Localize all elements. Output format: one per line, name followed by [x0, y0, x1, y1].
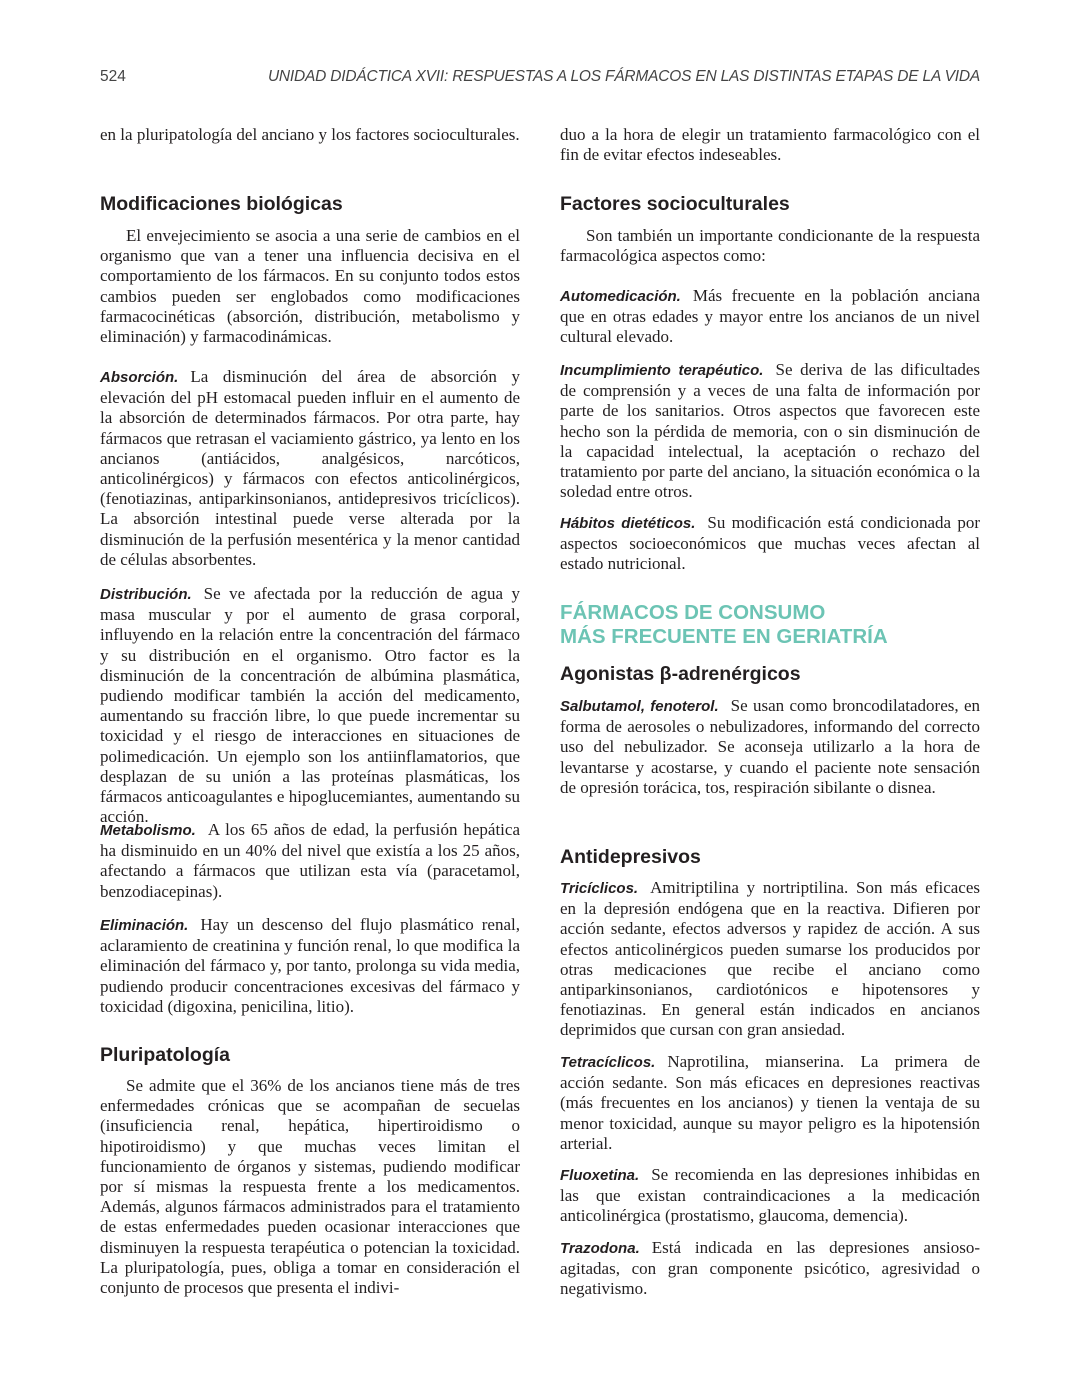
paragraph-eliminacion [100, 915, 520, 1017]
paragraph-salbutamol [560, 696, 980, 798]
text-metabolismo: A los 65 años de edad, la perfusión hepática ha disminuido en un 40% del nivel que existía a los 25 años, afectando a fármacos que utilizan esta vía (paracetamol, benzodiacepinas). [100, 820, 520, 901]
term-eliminacion: Eliminación. [100, 917, 189, 934]
term-trazodona: Trazodona. [560, 1240, 640, 1257]
term-fluoxetina: Fluoxetina. [560, 1167, 640, 1184]
section-heading-line1: FÁRMACOS DE CONSUMO [560, 601, 826, 624]
heading-antidepresivos: Antidepresivos [560, 846, 701, 868]
page-number: 524 [100, 68, 126, 85]
text-salbutamol: Se usan como broncodilatadores, en forma de aerosoles o nebulizadores, informando del correcto uso del nebulizador. Se aconseja utilizarlo a la hora de levantarse y acostarse, y cuando el paciente note sensación de opresión torácica, tos, respiración sibilante o disnea. [560, 696, 980, 797]
term-habitos: Hábitos dietéticos. [560, 515, 696, 532]
text-fluoxetina: Se recomienda en las depresiones inhibidas en las que existan contraindicaciones a la medicación anticolinérgica (prostatismo, glaucoma, demencia). [560, 1165, 980, 1226]
paragraph-trazodona [560, 1238, 980, 1300]
term-tetraciclicos: Tetracíclicos. [560, 1054, 656, 1071]
heading-pluripatologia: Pluripatología [100, 1044, 231, 1066]
paragraph-continuation: en la pluripatología del anciano y los factores socioculturales. [100, 125, 520, 144]
term-incumplimiento: Incumplimiento terapéutico. [560, 362, 764, 379]
paragraph-metabolismo [100, 820, 520, 902]
paragraph-automedicacion [560, 286, 980, 348]
text-trazodona: Está indicada en las depresiones ansioso-agitadas, con gran componente psicótico, agresividad o negativismo. [560, 1238, 980, 1299]
term-salbutamol: Salbutamol, fenoterol. [560, 698, 719, 715]
paragraph-incumplimiento [560, 360, 980, 502]
paragraph-tetraciclicos [560, 1052, 980, 1154]
paragraph-habitos [560, 513, 980, 575]
paragraph-triciclicos [560, 878, 980, 1041]
paragraph-biologicas: El envejecimiento se asocia a una serie de cambios en el organismo que van a tener una influencia decisiva en el comportamiento de los fármacos. En su conjunto todos estos cambios pueden ser englobados como modificaciones farmacocinéticas (absorción, distribución, metabolismo y eliminación) y farmacodinámicas. [100, 226, 520, 347]
text-eliminacion: Hay un descenso del flujo plasmático renal, aclaramiento de creatinina y función renal, lo que modifica la eliminación del fármaco y, por tanto, prolonga su vida media, pudiendo producir concentraciones excesivas del fármaco y toxicidad (digoxina, penicilina, litio). [100, 915, 520, 1016]
running-header: UNIDAD DIDÁCTICA XVII: RESPUESTAS A LOS FÁRMACOS EN LAS DISTINTAS ETAPAS DE LA VIDA [267, 68, 980, 85]
paragraph-continuation-right: duo a la hora de elegir un tratamiento farmacológico con el fin de evitar efectos indeseables. [560, 125, 980, 165]
text-habitos: Su modificación está condicionada por aspectos socioeconómicos que muchas veces afectan al estado nutricional. [560, 513, 980, 574]
paragraph-absorcion [100, 367, 520, 570]
paragraph-distribucion [100, 584, 520, 827]
term-absorcion: Absorción. [100, 369, 179, 386]
text-triciclicos: Amitriptilina y nortriptilina. Son más eficaces en la depresión endógena que en la reactiva. Difieren por acción sedante, efectos adversos y rapidez de acción. A sus efectos anticolinérgicos pueden sumarse los producidos por otras medicaciones que recibe el anciano como antiparkinsonianos, cardiotónicos e hipotensores y fenotiazinas. En general están indicados en ancianos deprimidos que cursan con gran ansiedad. [560, 878, 980, 1040]
heading-factores-socioculturales: Factores socioculturales [560, 193, 790, 215]
paragraph-pluripatologia: Se admite que el 36% de los ancianos tiene más de tres enfermedades crónicas que se acompañan de secuelas (insuficiencia renal, hepática, hipertiroidismo o hipotiroidismo) y que muchas veces limitan el funcionamiento de órganos y sistemas, pudiendo modificar por sí mismas la respuesta frente a los medicamentos. Además, algunos fármacos administrados para el tratamiento de estas enfermedades pueden ocasionar interacciones que disminuyen la respuesta terapéutica o potencian la toxicidad. La pluripatología, pues, obliga a tomar en consideración el conjunto de procesos que presenta el indivi- [100, 1076, 520, 1298]
term-automedicacion: Automedicación. [560, 288, 681, 305]
text-absorcion: La disminución del área de absorción y elevación del pH estomacal pueden influir en el aumento de la absorción de determinados fármacos. Por otra parte, hay fármacos que retrasan el vaciamiento gástrico, ya lento en los ancianos (antiácidos, analgésicos, narcóticos, anticolinérgicos) y fármacos con efectos anticolinérgicos, (fenotiazinas, antiparkinsonianos, antidepresivos tricíclicos). La absorción intestinal puede verse alterada por la disminución de la perfusión mesentérica y la menor cantidad de células absorbentes. [100, 367, 520, 569]
heading-agonistas: Agonistas β-adrenérgicos [560, 663, 801, 685]
text-incumplimiento: Se deriva de las dificultades de comprensión y a veces de una falta de información por parte de los sanitarios. Otros aspectos que favorecen este hecho son la pérdida de memoria, con o sin disminución de la capacidad intelectual, la aceptación o rechazo del tratamiento por parte del anciano, la situación económica o la soledad entre otros. [560, 360, 980, 502]
text-distribucion: Se ve afectada por la reducción de agua y masa muscular y por el aumento de grasa corporal, influyendo en la relación entre la concentración del fármaco y su distribución en el organismo. Otro factor es la disminución de la concentración de albúmina plasmática, pudiendo modificar también la acción del medicamento, aumentando su fracción libre, lo que puede incrementar su toxicidad y el riesgo de interacciones en situaciones de polimedicación. Un ejemplo son los antiinflamatorios, que desplazan de su unión a las proteínas plasmáticas, los fármacos anticoagulantes e hipoglucemiantes, aumentando su acción. [100, 584, 520, 827]
section-heading-line2: MÁS FRECUENTE EN GERIATRÍA [560, 625, 888, 648]
term-metabolismo: Metabolismo. [100, 822, 196, 839]
term-distribucion: Distribución. [100, 586, 192, 603]
paragraph-fluoxetina [560, 1165, 980, 1227]
text-tetraciclicos: Naprotilina, mianserina. La primera de acción sedante. Son más eficaces en depresiones reactivas (más frecuentes en los ancianos) y tienen la ventaja de su menor toxicidad, aunque su mayor peligro es la hipotensión arterial. [560, 1052, 980, 1153]
heading-modificaciones-biologicas: Modificaciones biológicas [100, 193, 343, 215]
text-automedicacion: Más frecuente en la población anciana que en otras edades y mayor entre los ancianos de un nivel cultural elevado. [560, 286, 980, 347]
term-triciclicos: Tricíclicos. [560, 880, 639, 897]
section-heading-farmacos [560, 601, 888, 649]
paragraph-socioculturales: Son también un importante condicionante de la respuesta farmacológica aspectos como: [560, 226, 980, 266]
